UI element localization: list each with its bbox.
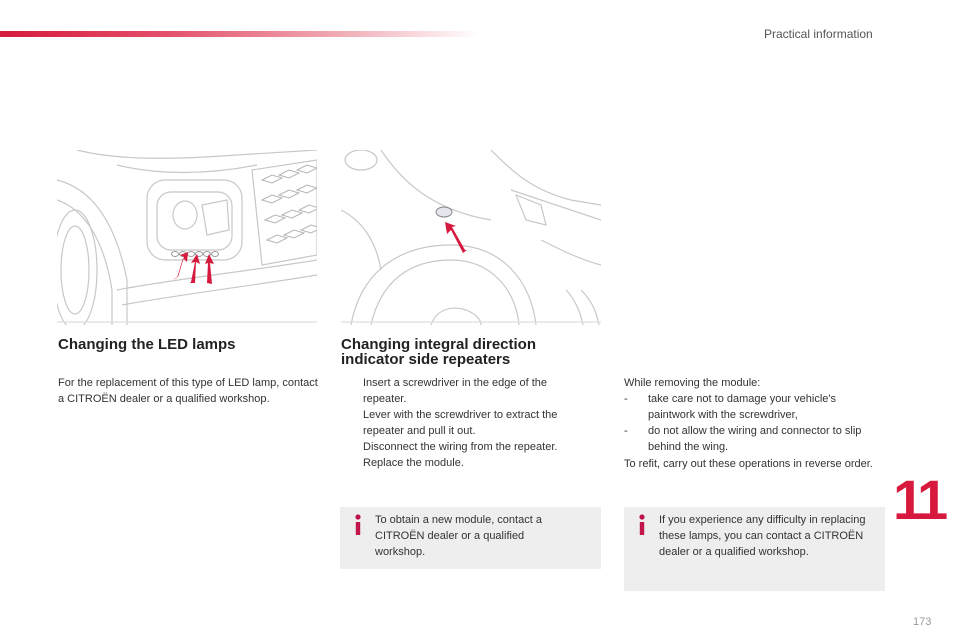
info-icon <box>352 513 364 537</box>
repeater-title-line2: indicator side repeaters <box>341 351 511 368</box>
refit-text: To refit, carry out these operations in reverse order. <box>624 458 873 470</box>
info-icon <box>636 513 648 537</box>
step-text: Replace the module. <box>363 457 464 469</box>
list-item <box>341 455 591 471</box>
page-number: 173 <box>913 616 932 628</box>
list-item <box>341 439 591 455</box>
led-lamps-illustration <box>57 150 317 325</box>
list-item <box>341 375 591 407</box>
list-item <box>624 391 884 423</box>
removal-points <box>624 391 884 455</box>
led-section-body: For the replacement of this type of LED lamp, contact a CITROËN dealer or a qualified workshop. <box>58 377 318 405</box>
module-info-text: To obtain a new module, contact a CITROËN dealer or a qualified workshop. <box>375 514 542 558</box>
point-text: take care not to damage your vehicle's paintwork with the screwdriver, <box>648 393 836 421</box>
removal-intro: While removing the module: <box>624 377 761 389</box>
point-text: do not allow the wiring and connector to slip behind the wing. <box>648 425 862 453</box>
repeater-section-title <box>341 337 536 367</box>
header-accent-bar <box>0 31 480 37</box>
step-text: Insert a screwdriver in the edge of the repeater. <box>363 377 548 405</box>
led-section-title: Changing the LED lamps <box>58 336 236 353</box>
side-repeater-illustration <box>341 150 601 325</box>
dash-marker: - <box>624 425 628 437</box>
difficulty-info-text: If you experience any difficulty in replacing these lamps, you can contact a CITROËN dealer or a qualified workshop. <box>659 514 866 558</box>
step-text: Lever with the screwdriver to extract the repeater and pull it out. <box>363 409 558 437</box>
module-info-box <box>340 507 601 569</box>
list-item <box>341 407 591 439</box>
section-title: Practical information <box>764 27 873 41</box>
list-item <box>624 423 884 455</box>
repeater-steps <box>341 375 591 471</box>
chapter-number: 11 <box>893 468 945 531</box>
dash-marker: - <box>624 393 628 405</box>
step-text: Disconnect the wiring from the repeater. <box>363 441 558 453</box>
difficulty-info-box <box>624 507 885 591</box>
repeater-title-line1: Changing integral direction <box>341 336 537 353</box>
